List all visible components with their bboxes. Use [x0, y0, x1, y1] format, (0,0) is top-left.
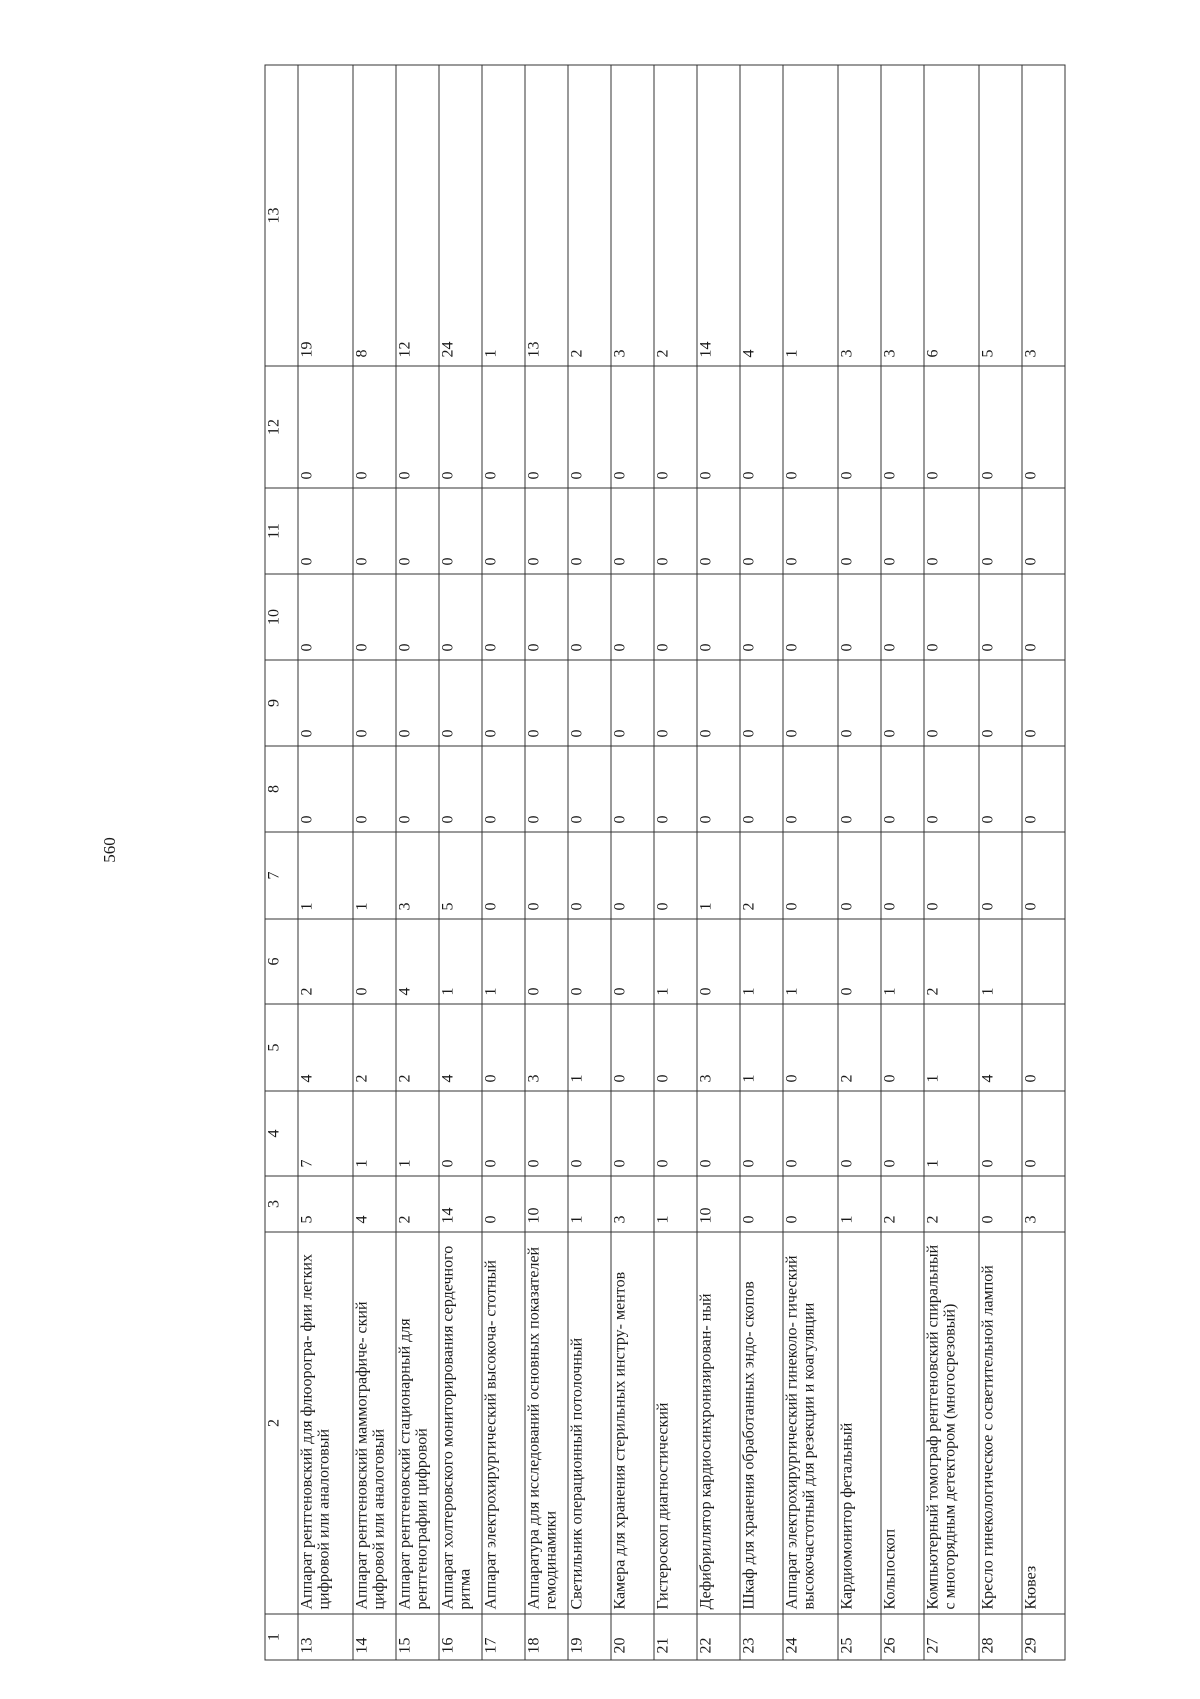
- quantity-cell: 0: [525, 366, 568, 488]
- quantity-cell: 8: [353, 65, 396, 366]
- quantity-cell: 4: [740, 65, 783, 366]
- quantity-cell: 0: [979, 366, 1022, 488]
- quantity-cell: 3: [611, 1176, 654, 1232]
- quantity-cell: 2: [924, 1176, 979, 1232]
- quantity-cell: 0: [439, 746, 482, 832]
- quantity-cell: 0: [353, 488, 396, 574]
- quantity-cell: 1: [924, 1004, 979, 1091]
- row-number-cell: 25: [838, 1614, 881, 1660]
- equipment-name-cell: Кресло гинекологическое с осветительной лампой: [979, 1232, 1022, 1614]
- quantity-cell: 0: [482, 746, 525, 832]
- quantity-cell: 0: [881, 488, 924, 574]
- quantity-cell: 0: [881, 574, 924, 660]
- quantity-cell: 1: [568, 1176, 611, 1232]
- equipment-name-cell: Аппарат рентгеновский для флюорогра- фии легких цифровой или аналоговый: [298, 1232, 353, 1614]
- quantity-cell: 0: [740, 1176, 783, 1232]
- quantity-cell: 0: [396, 488, 439, 574]
- column-header: 9: [265, 660, 298, 746]
- equipment-name-cell: Аппарат рентгеновский маммографиче- ский цифровой или аналоговый: [353, 1232, 396, 1614]
- row-number-cell: 27: [924, 1614, 979, 1660]
- quantity-cell: 0: [783, 660, 838, 746]
- column-header: 13: [265, 65, 298, 366]
- table-row: [353, 65, 396, 1660]
- quantity-cell: 0: [568, 832, 611, 919]
- quantity-cell: 0: [881, 746, 924, 832]
- quantity-cell: 0: [568, 488, 611, 574]
- quantity-cell: 0: [654, 488, 697, 574]
- quantity-cell: 0: [353, 366, 396, 488]
- column-header: 10: [265, 574, 298, 660]
- quantity-cell: 10: [697, 1176, 740, 1232]
- table-row: [568, 65, 611, 1660]
- row-number-cell: 17: [482, 1614, 525, 1660]
- quantity-cell: 3: [881, 65, 924, 366]
- quantity-cell: 0: [924, 574, 979, 660]
- quantity-cell: 3: [396, 832, 439, 919]
- row-number-cell: 29: [1022, 1614, 1065, 1660]
- quantity-cell: 1: [439, 919, 482, 1004]
- row-number-cell: 21: [654, 1614, 697, 1660]
- quantity-cell: 0: [740, 1091, 783, 1176]
- quantity-cell: 2: [298, 919, 353, 1004]
- quantity-cell: 0: [482, 1091, 525, 1176]
- quantity-cell: 4: [396, 919, 439, 1004]
- quantity-cell: 3: [1022, 1176, 1065, 1232]
- quantity-cell: 0: [881, 832, 924, 919]
- column-header: 4: [265, 1091, 298, 1176]
- quantity-cell: 0: [881, 660, 924, 746]
- quantity-cell: 0: [353, 919, 396, 1004]
- quantity-cell: 5: [298, 1176, 353, 1232]
- column-header: 11: [265, 488, 298, 574]
- quantity-cell: 2: [838, 1004, 881, 1091]
- quantity-cell: 0: [654, 1004, 697, 1091]
- table-row: [654, 65, 697, 1660]
- quantity-cell: 0: [611, 832, 654, 919]
- quantity-cell: 0: [353, 574, 396, 660]
- quantity-cell: [1022, 919, 1065, 1004]
- row-number-cell: 28: [979, 1614, 1022, 1660]
- quantity-cell: 0: [482, 1176, 525, 1232]
- quantity-cell: 1: [482, 919, 525, 1004]
- quantity-cell: 1: [654, 919, 697, 1004]
- quantity-cell: 7: [298, 1091, 353, 1176]
- equipment-name-cell: Кольпоскоп: [881, 1232, 924, 1614]
- quantity-cell: 0: [298, 746, 353, 832]
- table-row: [881, 65, 924, 1660]
- equipment-table: [264, 65, 1065, 1661]
- quantity-cell: 0: [979, 1091, 1022, 1176]
- quantity-cell: 0: [482, 574, 525, 660]
- quantity-cell: 0: [439, 574, 482, 660]
- quantity-cell: 0: [439, 660, 482, 746]
- quantity-cell: 0: [697, 488, 740, 574]
- quantity-cell: 0: [979, 574, 1022, 660]
- column-header: 2: [265, 1232, 298, 1614]
- quantity-cell: 0: [783, 1091, 838, 1176]
- quantity-cell: 0: [697, 1091, 740, 1176]
- row-number-cell: 15: [396, 1614, 439, 1660]
- quantity-cell: 1: [353, 1091, 396, 1176]
- quantity-cell: 0: [924, 660, 979, 746]
- quantity-cell: 2: [654, 65, 697, 366]
- quantity-cell: 0: [298, 574, 353, 660]
- quantity-cell: 0: [568, 574, 611, 660]
- quantity-cell: 0: [654, 832, 697, 919]
- quantity-cell: 0: [525, 919, 568, 1004]
- equipment-name-cell: Аппарат холтеровского мониторирования сердечного ритма: [439, 1232, 482, 1614]
- quantity-cell: 0: [396, 660, 439, 746]
- quantity-cell: 24: [439, 65, 482, 366]
- quantity-cell: 0: [396, 574, 439, 660]
- quantity-cell: 0: [697, 919, 740, 1004]
- quantity-cell: 0: [298, 366, 353, 488]
- quantity-cell: 0: [482, 488, 525, 574]
- column-header: 8: [265, 746, 298, 832]
- quantity-cell: 0: [1022, 746, 1065, 832]
- quantity-cell: 1: [298, 832, 353, 919]
- page-number: 560: [100, 837, 119, 863]
- column-header: 6: [265, 919, 298, 1004]
- quantity-cell: 13: [525, 65, 568, 366]
- quantity-cell: 2: [924, 919, 979, 1004]
- quantity-cell: 5: [979, 65, 1022, 366]
- quantity-cell: 2: [396, 1176, 439, 1232]
- column-header: 7: [265, 832, 298, 919]
- equipment-name-cell: Камера для хранения стерильных инстру- ментов: [611, 1232, 654, 1614]
- quantity-cell: 0: [525, 660, 568, 746]
- equipment-name-cell: Аппарат электрохирургический высокоча- стотный: [482, 1232, 525, 1614]
- quantity-cell: 10: [525, 1176, 568, 1232]
- quantity-cell: 0: [881, 1004, 924, 1091]
- quantity-cell: 0: [1022, 832, 1065, 919]
- quantity-cell: 1: [353, 832, 396, 919]
- column-header: 1: [265, 1614, 298, 1660]
- quantity-cell: 0: [611, 488, 654, 574]
- quantity-cell: 0: [697, 574, 740, 660]
- quantity-cell: 2: [568, 65, 611, 366]
- quantity-cell: 0: [783, 574, 838, 660]
- row-number-cell: 18: [525, 1614, 568, 1660]
- quantity-cell: 0: [482, 1004, 525, 1091]
- quantity-cell: 0: [1022, 574, 1065, 660]
- column-header: 12: [265, 366, 298, 488]
- table-row: [298, 65, 353, 1660]
- row-number-cell: 16: [439, 1614, 482, 1660]
- quantity-cell: 0: [697, 746, 740, 832]
- quantity-cell: 0: [353, 660, 396, 746]
- quantity-cell: 0: [838, 919, 881, 1004]
- quantity-cell: 0: [979, 488, 1022, 574]
- quantity-cell: 0: [1022, 1091, 1065, 1176]
- quantity-cell: 0: [783, 366, 838, 488]
- quantity-cell: 0: [783, 746, 838, 832]
- row-number-cell: 20: [611, 1614, 654, 1660]
- table-row: [482, 65, 525, 1660]
- quantity-cell: 0: [838, 832, 881, 919]
- quantity-cell: 0: [525, 488, 568, 574]
- column-header: 5: [265, 1004, 298, 1091]
- quantity-cell: 0: [568, 366, 611, 488]
- quantity-cell: 0: [783, 1176, 838, 1232]
- quantity-cell: 0: [611, 1091, 654, 1176]
- equipment-name-cell: Компьютерный томограф рентгеновский спиральный с многорядным детектором (многосрезовый): [924, 1232, 979, 1614]
- quantity-cell: 0: [298, 488, 353, 574]
- quantity-cell: 0: [525, 574, 568, 660]
- quantity-cell: 0: [654, 1091, 697, 1176]
- quantity-cell: 0: [654, 746, 697, 832]
- quantity-cell: 1: [396, 1091, 439, 1176]
- quantity-cell: 1: [654, 1176, 697, 1232]
- table-row: [838, 65, 881, 1660]
- table-row: [697, 65, 740, 1660]
- quantity-cell: 0: [740, 574, 783, 660]
- quantity-cell: 0: [838, 488, 881, 574]
- quantity-cell: 1: [783, 65, 838, 366]
- quantity-cell: 0: [924, 832, 979, 919]
- quantity-cell: 0: [353, 746, 396, 832]
- equipment-name-cell: Шкаф для хранения обработанных эндо- скопов: [740, 1232, 783, 1614]
- quantity-cell: 0: [924, 746, 979, 832]
- equipment-name-cell: Гистероскоп диагностический: [654, 1232, 697, 1614]
- quantity-cell: 0: [611, 574, 654, 660]
- table-body: [265, 65, 1065, 1660]
- quantity-cell: 0: [979, 660, 1022, 746]
- equipment-name-cell: Аппарат рентгеновский стационарный для рентгенографии цифровой: [396, 1232, 439, 1614]
- quantity-cell: 0: [740, 660, 783, 746]
- quantity-cell: 0: [740, 746, 783, 832]
- quantity-cell: 1: [482, 65, 525, 366]
- quantity-cell: 0: [439, 488, 482, 574]
- row-number-cell: 13: [298, 1614, 353, 1660]
- row-number-cell: 19: [568, 1614, 611, 1660]
- quantity-cell: 2: [396, 1004, 439, 1091]
- quantity-cell: 0: [838, 574, 881, 660]
- quantity-cell: 0: [1022, 366, 1065, 488]
- equipment-name-cell: Кардиомонитор фетальный: [838, 1232, 881, 1614]
- row-number-cell: 26: [881, 1614, 924, 1660]
- quantity-cell: 4: [439, 1004, 482, 1091]
- quantity-cell: 1: [924, 1091, 979, 1176]
- quantity-cell: 3: [838, 65, 881, 366]
- quantity-cell: 6: [924, 65, 979, 366]
- table-row: [1022, 65, 1065, 1660]
- quantity-cell: 0: [568, 660, 611, 746]
- table-row: [525, 65, 568, 1660]
- quantity-cell: 0: [783, 832, 838, 919]
- quantity-cell: 0: [654, 574, 697, 660]
- quantity-cell: 1: [697, 832, 740, 919]
- quantity-cell: 0: [611, 366, 654, 488]
- quantity-cell: 0: [924, 366, 979, 488]
- quantity-cell: 0: [979, 1176, 1022, 1232]
- table-row: [924, 65, 979, 1660]
- quantity-cell: 1: [881, 919, 924, 1004]
- quantity-cell: 1: [783, 919, 838, 1004]
- quantity-cell: 0: [482, 832, 525, 919]
- quantity-cell: 0: [838, 660, 881, 746]
- quantity-cell: 0: [838, 366, 881, 488]
- row-number-cell: 24: [783, 1614, 838, 1660]
- quantity-cell: 0: [697, 366, 740, 488]
- quantity-cell: 0: [396, 366, 439, 488]
- quantity-cell: 0: [740, 366, 783, 488]
- quantity-cell: 3: [1022, 65, 1065, 366]
- quantity-cell: 2: [881, 1176, 924, 1232]
- column-header: 3: [265, 1176, 298, 1232]
- table-header-row: [265, 65, 298, 1660]
- equipment-name-cell: Дефибриллятор кардиосинхронизирован- ный: [697, 1232, 740, 1614]
- table-row: [439, 65, 482, 1660]
- quantity-cell: 0: [525, 832, 568, 919]
- quantity-cell: 0: [924, 488, 979, 574]
- quantity-cell: 0: [439, 366, 482, 488]
- quantity-cell: 1: [740, 919, 783, 1004]
- table-row: [396, 65, 439, 1660]
- quantity-cell: 14: [439, 1176, 482, 1232]
- quantity-cell: 0: [525, 746, 568, 832]
- quantity-cell: 5: [439, 832, 482, 919]
- table-row: [611, 65, 654, 1660]
- equipment-name-cell: Аппарат электрохирургический гинеколо- гический высокочастотный для резекции и коагуляции: [783, 1232, 838, 1614]
- rotated-table-wrapper: [264, 76, 1136, 1661]
- quantity-cell: 0: [525, 1091, 568, 1176]
- quantity-cell: 0: [611, 1004, 654, 1091]
- quantity-cell: 0: [881, 1091, 924, 1176]
- quantity-cell: 0: [1022, 1004, 1065, 1091]
- quantity-cell: 0: [783, 488, 838, 574]
- quantity-cell: 1: [979, 919, 1022, 1004]
- quantity-cell: 0: [568, 746, 611, 832]
- row-number-cell: 14: [353, 1614, 396, 1660]
- quantity-cell: 19: [298, 65, 353, 366]
- quantity-cell: 0: [1022, 488, 1065, 574]
- quantity-cell: 0: [654, 660, 697, 746]
- quantity-cell: 1: [568, 1004, 611, 1091]
- quantity-cell: 0: [482, 366, 525, 488]
- quantity-cell: 0: [611, 660, 654, 746]
- quantity-cell: 0: [439, 1091, 482, 1176]
- quantity-cell: 0: [697, 660, 740, 746]
- quantity-cell: 3: [525, 1004, 568, 1091]
- quantity-cell: 3: [697, 1004, 740, 1091]
- quantity-cell: 12: [396, 65, 439, 366]
- table-row: [740, 65, 783, 1660]
- quantity-cell: 3: [611, 65, 654, 366]
- quantity-cell: 4: [979, 1004, 1022, 1091]
- table-row: [783, 65, 838, 1660]
- quantity-cell: 4: [353, 1176, 396, 1232]
- equipment-name-cell: Светильник операционный потолочный: [568, 1232, 611, 1614]
- quantity-cell: 0: [838, 746, 881, 832]
- equipment-name-cell: Кювез: [1022, 1232, 1065, 1614]
- quantity-cell: 0: [783, 1004, 838, 1091]
- quantity-cell: 0: [838, 1091, 881, 1176]
- quantity-cell: 0: [568, 1091, 611, 1176]
- quantity-cell: 0: [298, 660, 353, 746]
- quantity-cell: 0: [1022, 660, 1065, 746]
- row-number-cell: 22: [697, 1614, 740, 1660]
- quantity-cell: 0: [740, 488, 783, 574]
- quantity-cell: 0: [979, 746, 1022, 832]
- quantity-cell: 2: [353, 1004, 396, 1091]
- quantity-cell: 0: [611, 746, 654, 832]
- quantity-cell: 1: [838, 1176, 881, 1232]
- quantity-cell: 0: [568, 919, 611, 1004]
- quantity-cell: 2: [740, 832, 783, 919]
- quantity-cell: 0: [979, 832, 1022, 919]
- quantity-cell: 4: [298, 1004, 353, 1091]
- row-number-cell: 23: [740, 1614, 783, 1660]
- quantity-cell: 0: [482, 660, 525, 746]
- quantity-cell: 1: [740, 1004, 783, 1091]
- equipment-name-cell: Аппаратура для исследований основных показателей гемодинамики: [525, 1232, 568, 1614]
- quantity-cell: 0: [881, 366, 924, 488]
- quantity-cell: 0: [654, 366, 697, 488]
- quantity-cell: 14: [697, 65, 740, 366]
- quantity-cell: 0: [396, 746, 439, 832]
- quantity-cell: 0: [611, 919, 654, 1004]
- table-row: [979, 65, 1022, 1660]
